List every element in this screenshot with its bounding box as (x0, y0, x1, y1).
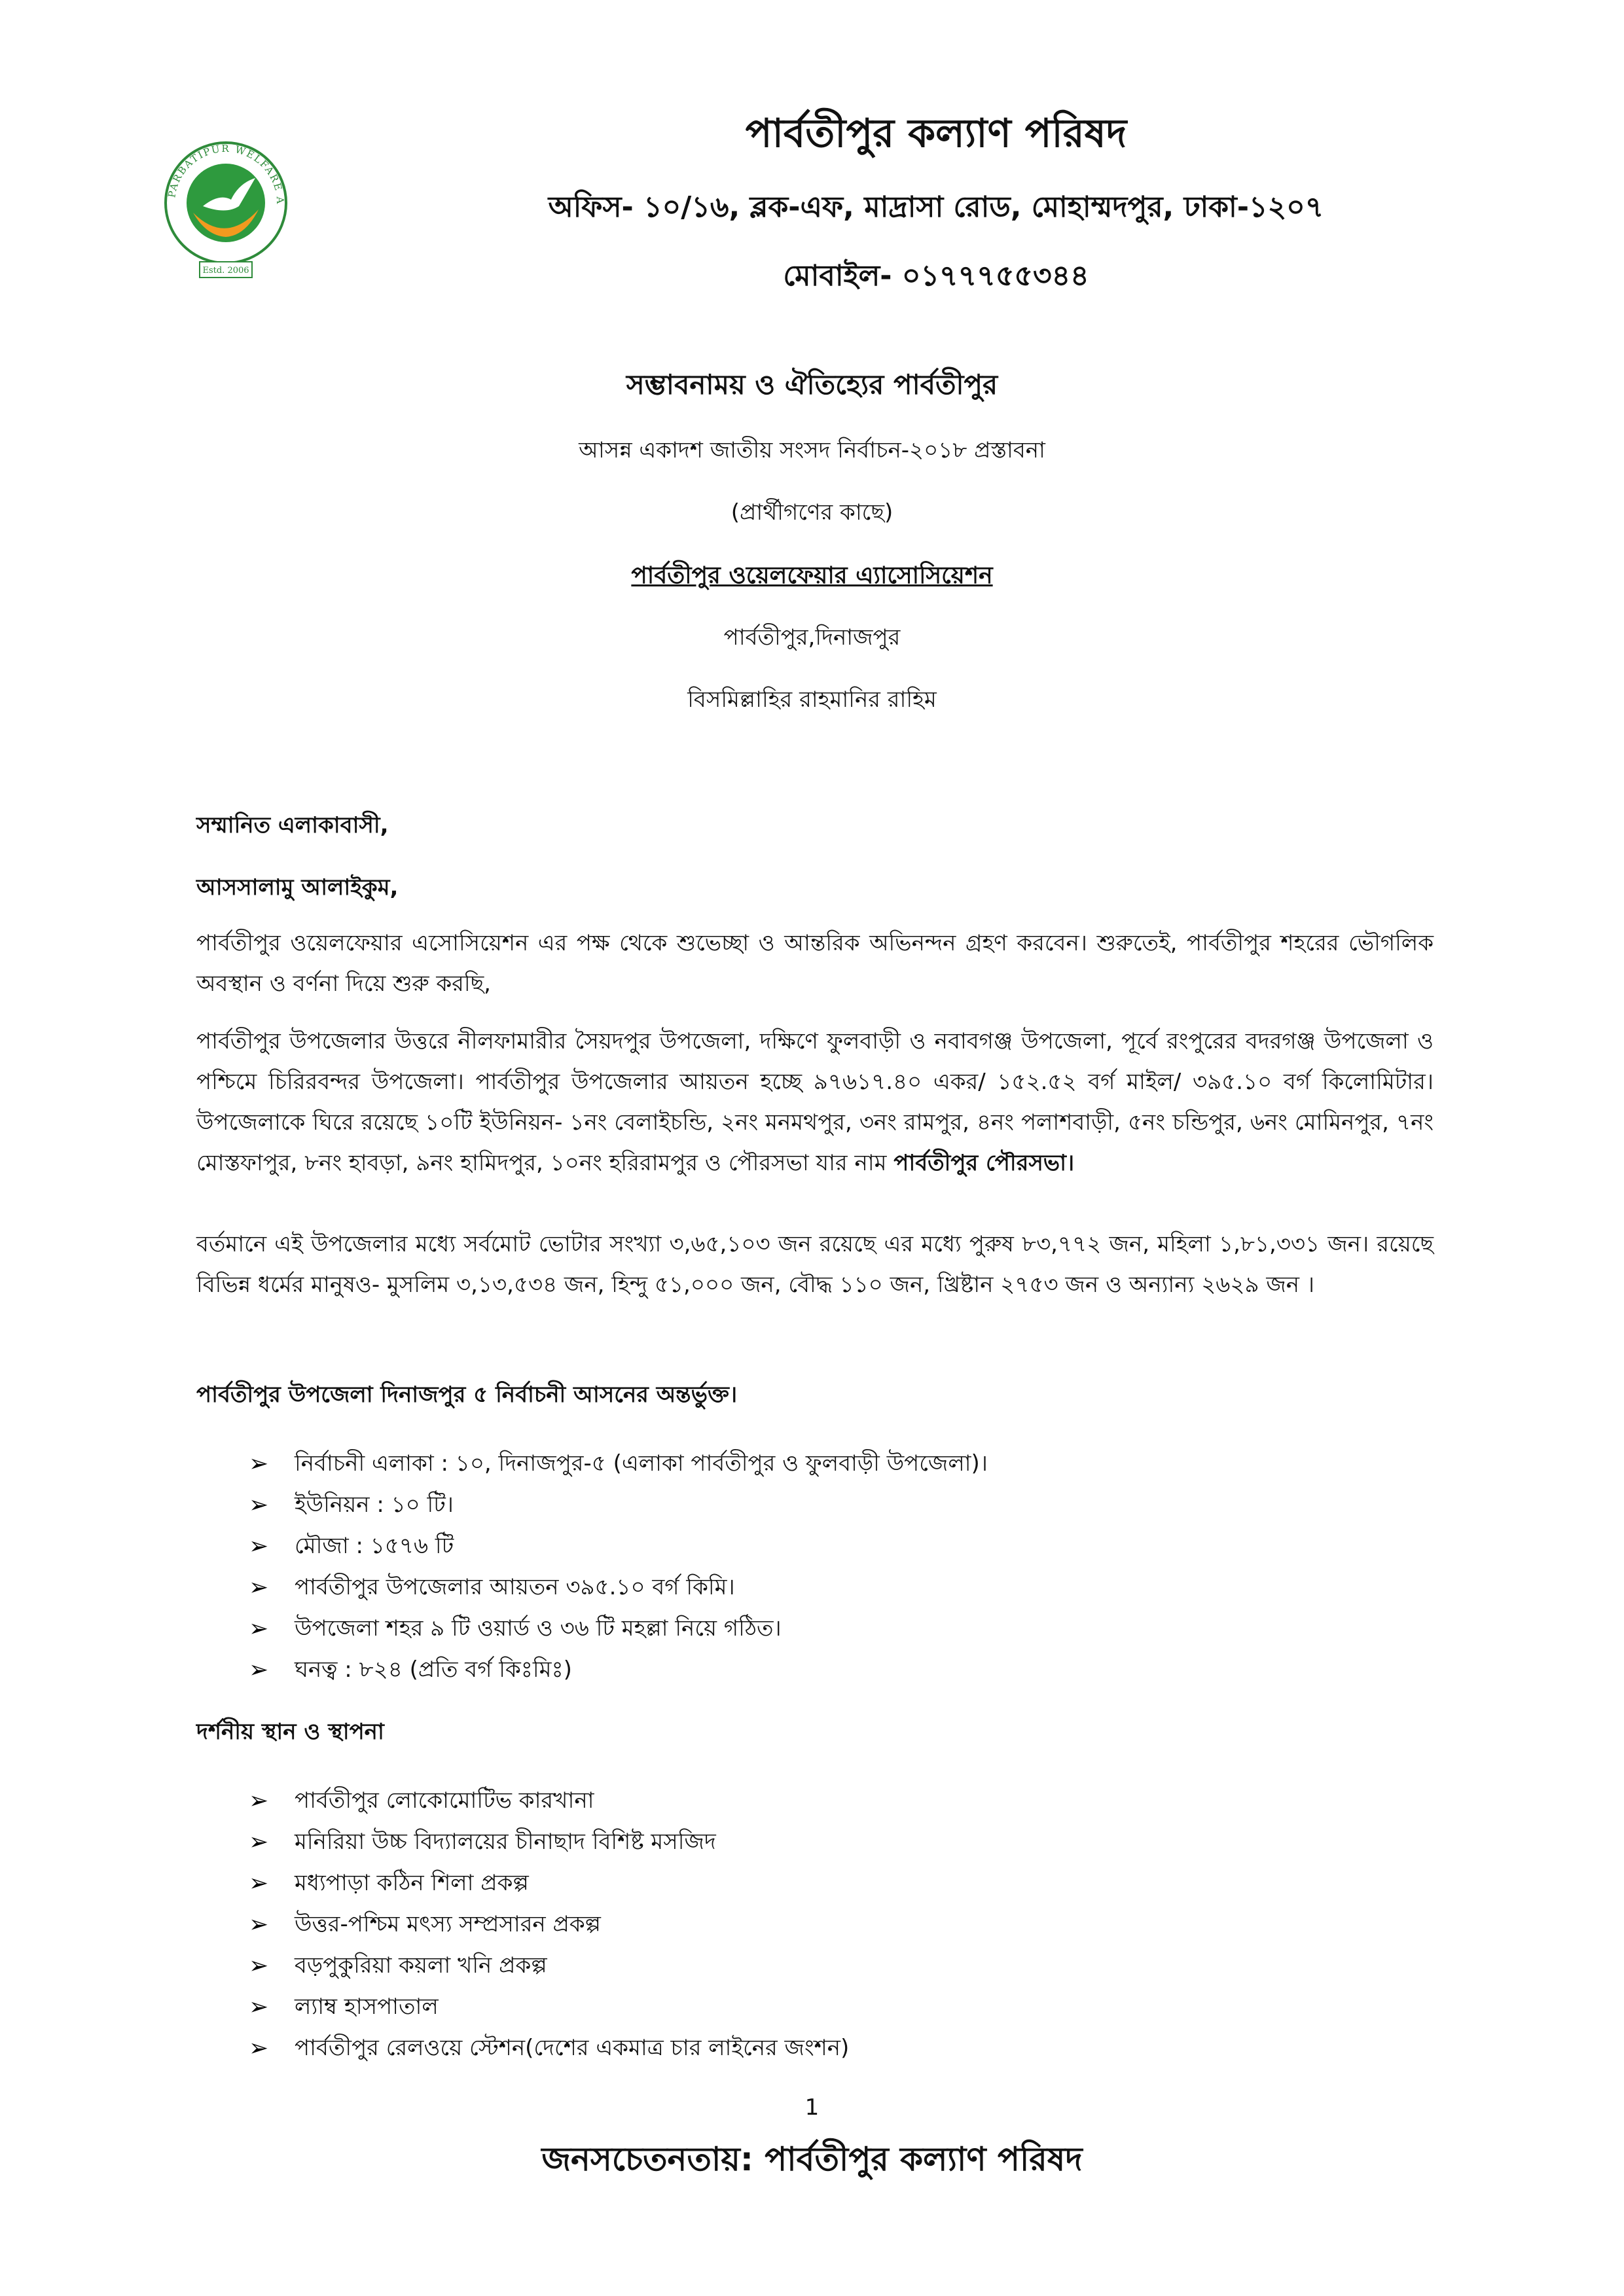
list-item: ➢ পার্বতীপুর রেলওয়ে স্টেশন(দেশের একমাত্র চার লাইনের জংশন) (249, 2028, 849, 2069)
arrow-bullet-icon: ➢ (249, 1870, 269, 1897)
list-item: ➢ নির্বাচনী এলাকা : ১০, দিনাজপুর-৫ (এলাকা পার্বতীপুর ও ফুলবাড়ী উপজেলা)। (249, 1443, 988, 1484)
arrow-bullet-icon: ➢ (249, 1787, 269, 1814)
association-place: পার্বতীপুর,দিনাজপুর (723, 624, 901, 651)
list-item: ➢ উপজেলা শহর ৯ টি ওয়ার্ড ও ৩৬ টি মহল্লা নিয়ে গঠিত। (249, 1608, 988, 1649)
arrow-bullet-icon: ➢ (249, 1952, 269, 1979)
greeting: সম্মানিত এলাকাবাসী, (196, 812, 389, 838)
arrow-bullet-icon: ➢ (249, 1492, 269, 1518)
document-title: সম্ভাবনাময় ও ঐতিহ্যের পার্বতীপুর (626, 368, 998, 401)
bismillah-line: বিসমিল্লাহির রাহমানির রাহিম (687, 687, 937, 713)
list-item: ➢ ল্যাম্ব হাসপাতাল (249, 1986, 849, 2028)
list-item: ➢ মনিরিয়া উচ্চ বিদ্যালয়ের চীনাছাদ বিশিষ্ট মসজিদ (249, 1821, 849, 1863)
places-list (249, 1780, 849, 2069)
footer-tagline: জনসচেতনতায়: পার্বতীপুর কল্যাণ পরিষদ (541, 2140, 1083, 2178)
document-subtitle: আসন্ন একাদশ জাতীয় সংসদ নির্বাচন-২০১৮ প্রস্তাবনা (579, 437, 1045, 463)
arrow-bullet-icon: ➢ (249, 1533, 269, 1560)
municipality-name: পার্বতীপুর পৌরসভা। (893, 1150, 1075, 1176)
list-item: ➢ ঘনত্ব : ৮২৪ (প্রতি বর্গ কিঃমিঃ) (249, 1649, 988, 1691)
arrow-bullet-icon: ➢ (249, 1657, 269, 1683)
seat-info-list (249, 1443, 988, 1691)
arrow-bullet-icon: ➢ (249, 1450, 269, 1477)
places-heading: দর্শনীয় স্থান ও স্থাপনা (196, 1719, 384, 1745)
paragraph-geography (196, 1021, 1434, 1183)
arrow-bullet-icon: ➢ (249, 1829, 269, 1856)
seat-heading: পার্বতীপুর উপজেলা দিনাজপুর ৫ নির্বাচনী আসনের অন্তর্ভুক্ত। (196, 1382, 738, 1408)
arrow-bullet-icon: ➢ (249, 1994, 269, 2020)
paragraph-intro: পার্বতীপুর ওয়েলফেয়ার এসোসিয়েশন এর পক্ষ থেকে শুভেচ্ছা ও আন্তরিক অভিনন্দন গ্রহণ করবেন। শুরুতেই, পার্বতীপুর শহরের ভৌগলিক অবস্থান ও বর্ণনা দিয়ে শুরু করছি, (196, 930, 1434, 997)
mobile-number: মোবাইল- ০১৭৭৭৫৫৩৪৪ (783, 259, 1089, 293)
list-item: ➢ উত্তর-পশ্চিম মৎস্য সম্প্রসারন প্রকল্প (249, 1904, 849, 1945)
paragraph-voters: বর্তমানে এই উপজেলার মধ্যে সর্বমোট ভোটার সংখ্যা ৩,৬৫,১০৩ জন রয়েছে এর মধ্যে পুরুষ ৮৩,৭৭২ জন, মহিলা ১,৮১,৩৩১ জন। রয়েছে বিভিন্ন ধর্মের মানুষও- মুসলিম ৩,১৩,৫৩৪ জন, হিন্দু ৫১,০০০ জন, বৌদ্ধ ১১০ জন, খ্রিষ্টান ২৭৫৩ জন ও অন্যান্য ২৬২৯ জন । (196, 1231, 1434, 1298)
arrow-bullet-icon: ➢ (249, 1574, 269, 1601)
recipients-line: (প্রার্থীগণের কাছে) (731, 499, 893, 526)
list-item: ➢ মৌজা : ১৫৭৬ টি (249, 1526, 988, 1567)
arrow-bullet-icon: ➢ (249, 1615, 269, 1642)
salam: আসসালামু আলাইকুম, (196, 874, 399, 901)
list-item: ➢ পার্বতীপুর উপজেলার আয়তন ৩৯৫.১০ বর্গ কিমি। (249, 1567, 988, 1608)
arrow-bullet-icon: ➢ (249, 1911, 269, 1938)
office-address: অফিস- ১০/১৬, ব্লক-এফ, মাদ্রাসা রোড, মোহাম্মদপুর, ঢাকা-১২০৭ (548, 190, 1324, 224)
association-name: পার্বতীপুর ওয়েলফেয়ার এ্যাসোসিয়েশন (631, 562, 993, 589)
logo-ring-text: PARBATIPUR WELFARE A (166, 142, 287, 206)
paragraph-geography-text: পার্বতীপুর উপজেলার উত্তরে নীলফামারীর সৈয়দপুর উপজেলা, দক্ষিণে ফুলবাড়ী ও নবাবগঞ্জ উপজেলা, পূর্বে রংপুরের বদরগঞ্জ উপজেলা ও পশ্চিমে চিরিরবন্দর উপজেলা। পার্বতীপুর উপজেলার আয়তন হচ্ছে ৯৭৬১৭.৪০ একর/ ১৫২.৫২ বর্গ মাইল/ ৩৯৫.১০ বর্গ কিলোমিটার। উপজেলাকে ঘিরে রয়েছে ১০টি ইউনিয়ন- ১নং বেলাইচন্ডি, ২নং মনমথপুর, ৩নং রামপুর, ৪নং পলাশবাড়ী, ৫নং চন্ডিপুর, ৬নং মোমিনপুর, ৭নং মোস্তফাপুর, ৮নং হাবড়া, ৯নং হামিদপুর, ১০নং হরিরামপুর ও পৌরসভা যার নাম (196, 1028, 1434, 1176)
list-item: ➢ পার্বতীপুর লোকোমোটিভ কারখানা (249, 1780, 849, 1821)
org-title: পার্বতীপুর কল্যাণ পরিষদ (745, 111, 1127, 156)
list-item: ➢ ইউনিয়ন : ১০ টি। (249, 1484, 988, 1526)
list-item: ➢ বড়পুকুরিয়া কয়লা খনি প্রকল্প (249, 1945, 849, 1986)
logo-estd-text: Estd. 2006 (202, 266, 249, 276)
page-number: 1 (804, 2094, 820, 2121)
arrow-bullet-icon: ➢ (249, 2035, 269, 2062)
list-item: ➢ মধ্যপাড়া কঠিন শিলা প্রকল্প (249, 1863, 849, 1904)
